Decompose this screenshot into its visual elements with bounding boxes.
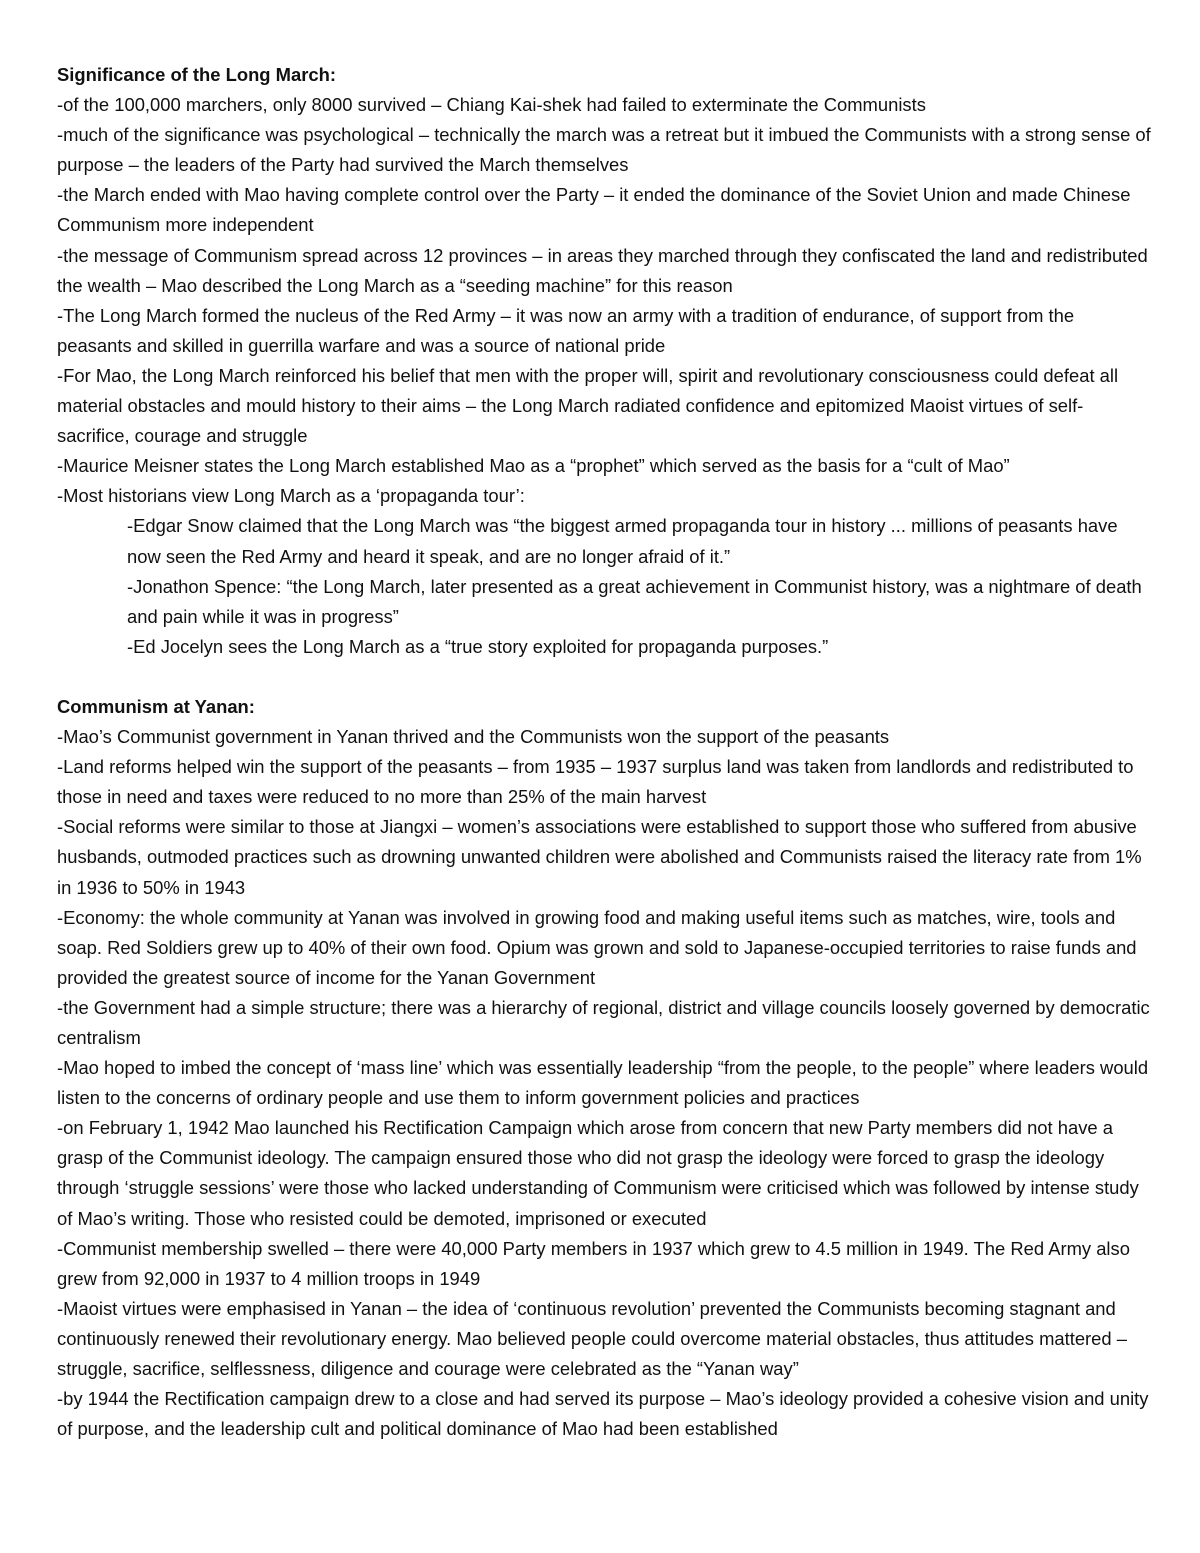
paragraph: -Economy: the whole community at Yanan was involved in growing food and making useful items such as matches, wire, tools and soap. Red Soldiers grew up to 40% of their own food. Opium was grown and sold to Japanese-occupied territories to raise funds and provided the greatest source of income for the Yanan Government [57,906,1137,988]
indented-quote: -Jonathon Spence: “the Long March, later presented as a great achievement in Communist history, was a nightmare of death and pain while it was in progress” [127,575,1142,627]
paragraph: -The Long March formed the nucleus of the Red Army – it was now an army with a tradition of endurance, of support from the peasants and skilled in guerrilla warfare and was a source of national pride [57,304,1075,356]
paragraph: -Maurice Meisner states the Long March established Mao as a “prophet” which served as the basis for a “cult of Mao” [57,455,1010,477]
paragraph: -Communist membership swelled – there were 40,000 Party members in 1937 which grew to 4.5 million in 1949. The Red Army also grew from 92,000 in 1937 to 4 million troops in 1949 [57,1237,1130,1289]
section-spacer [57,662,1152,692]
paragraph: -Land reforms helped win the support of the peasants – from 1935 – 1937 surplus land was taken from landlords and redistributed to those in need and taxes were reduced to no more than 25% of the main harvest [57,756,1134,808]
paragraph: -Maoist virtues were emphasised in Yanan – the idea of ‘continuous revolution’ prevented the Communists becoming stagnant and continuously renewed their revolutionary energy. Mao believed people could overcome material obstacles, thus attitudes mattered – struggle, sacrifice, selflessness, diligence and courage were celebrated as the “Yanan way” [57,1297,1127,1380]
indented-quote: -Ed Jocelyn sees the Long March as a “true story exploited for propaganda purposes.” [127,635,829,657]
section-long-march [57,60,1152,662]
paragraph: -Mao’s Communist government in Yanan thrived and the Communists won the support of the peasants [57,726,890,748]
paragraph: -For Mao, the Long March reinforced his belief that men with the proper will, spirit and revolutionary consciousness could defeat all material obstacles and mould history to their aims – the Long March radiated confidence and epitomized Maoist virtues of self-sacrifice, courage and struggle [57,364,1119,447]
paragraph: -Most historians view Long March as a ‘propaganda tour’: [57,485,525,507]
section-yanan [57,692,1152,1444]
paragraph: -the message of Communism spread across 12 provinces – in areas they marched through they confiscated the land and redistributed the wealth – Mao described the Long March as a “seeding machine” for this reason [57,244,1148,296]
section-heading: Significance of the Long March: [57,64,336,85]
paragraph: -on February 1, 1942 Mao launched his Rectification Campaign which arose from concern that new Party members did not have a grasp of the Communist ideology. The campaign ensured those who did not grasp the ideology were forced to grasp the ideology through ‘struggle sessions’ were those who lacked understanding of Communism were criticised which was followed by intense study of Mao’s writing. Those who resisted could be demoted, imprisoned or executed [57,1117,1139,1229]
paragraph: -by 1944 the Rectification campaign drew to a close and had served its purpose – Mao’s ideology provided a cohesive vision and unity of purpose, and the leadership cult and political dominance of Mao had been established [57,1388,1149,1440]
paragraph: -Mao hoped to imbed the concept of ‘mass line’ which was essentially leadership “from the people, to the people” where leaders would listen to the concerns of ordinary people and use them to inform government policies and practices [57,1057,1149,1109]
section-heading: Communism at Yanan: [57,695,255,717]
paragraph: -much of the significance was psychological – technically the march was a retreat but it imbued the Communists with a strong sense of purpose – the leaders of the Party had survived the March themselves [57,124,1151,176]
paragraph: -Social reforms were similar to those at Jiangxi – women’s associations were established to support those who suffered from abusive husbands, outmoded practices such as drowning unwanted children were abolished and Communists raised the literacy rate from 1% in 1936 to 50% in 1943 [57,816,1142,898]
document-page [57,60,1152,1444]
paragraph: -the March ended with Mao having complete control over the Party – it ended the dominance of the Soviet Union and made Chinese Communism more independent [57,184,1131,236]
paragraph: -the Government had a simple structure; there was a hierarchy of regional, district and village councils loosely governed by democratic centralism [57,996,1150,1048]
paragraph: -of the 100,000 marchers, only 8000 survived – Chiang Kai-shek had failed to exterminate the Communists [57,94,926,116]
indented-quote: -Edgar Snow claimed that the Long March was “the biggest armed propaganda tour in history ... millions of peasants have now seen the Red Army and heard it speak, and are no longer afraid of it.” [127,515,1118,567]
